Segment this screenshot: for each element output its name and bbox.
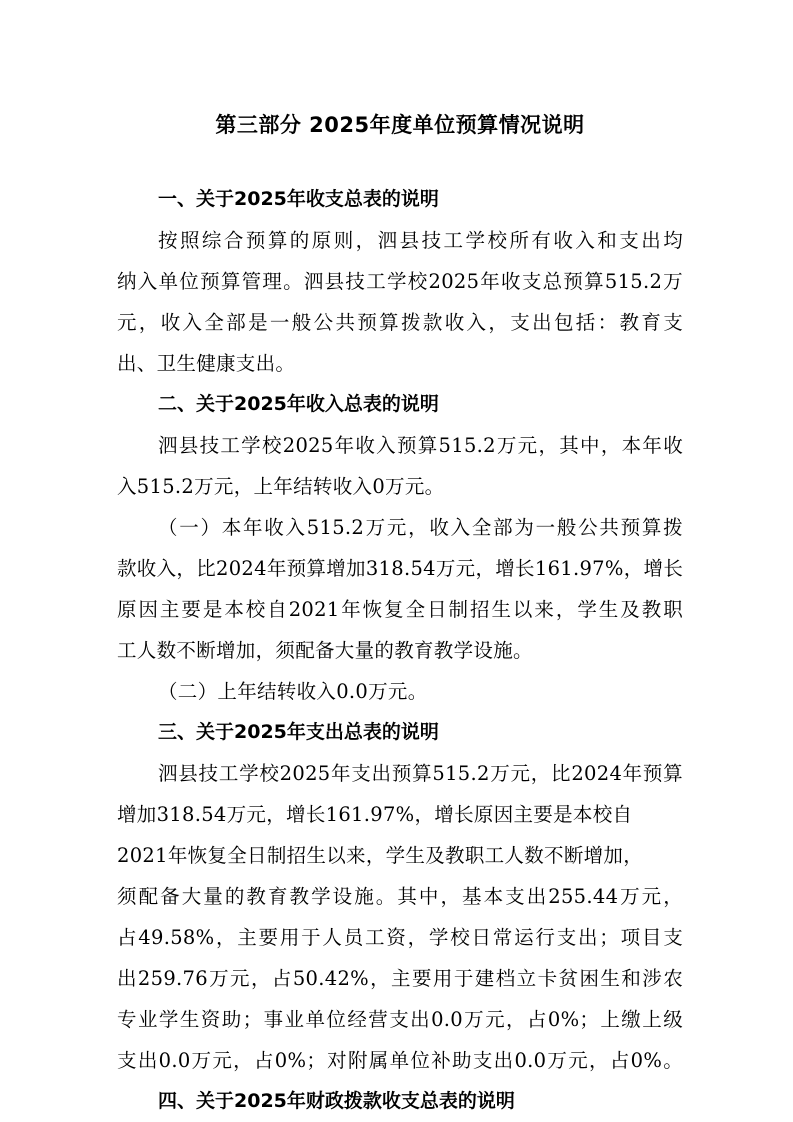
paragraph-line: 原因主要是本校自2021年恢复全日制招生以来，学生及教职 xyxy=(117,598,683,621)
paragraph-line: 出259.76万元，占50.42%，主要用于建档立卡贫困生和涉农 xyxy=(117,967,683,990)
paragraph-2-2 xyxy=(117,507,683,671)
paragraph-line: 按照综合预算的原则，泗县技工学校所有收入和支出均 xyxy=(158,229,683,252)
paragraph-line: 占49.58%，主要用于人员工资，学校日常运行支出；项目支 xyxy=(117,926,683,949)
paragraph-line: 支出0.0万元，占0%；对附属单位补助支出0.0万元，占0%。 xyxy=(117,1049,683,1072)
paragraph-line: 款收入，比2024年预算增加318.54万元，增长161.97%，增长 xyxy=(117,557,684,580)
paragraph-line: （一）本年收入515.2万元，收入全部为一般公共预算拨 xyxy=(158,516,683,539)
paragraph-2-1 xyxy=(117,425,683,507)
section-heading-2: 二、关于2025年收入总表的说明 xyxy=(158,393,439,415)
section-heading-4: 四、关于2025年财政拨款收支总表的说明 xyxy=(158,1090,515,1112)
paragraph-line: 增加318.54万元，增长161.97%，增长原因主要是本校自 xyxy=(117,803,633,826)
paragraph-line: 纳入单位预算管理。泗县技工学校2025年收支总预算515.2万 xyxy=(117,270,683,293)
section-heading-1: 一、关于2025年收支总表的说明 xyxy=(158,188,439,210)
paragraph-line: 工人数不断增加，须配备大量的教育教学设施。 xyxy=(117,639,533,662)
page-title: 第三部分 2025年度单位预算情况说明 xyxy=(215,113,585,137)
paragraph-line: 专业学生资助；事业单位经营支出0.0万元，占0%；上缴上级 xyxy=(117,1008,683,1031)
paragraph-line: 入515.2万元，上年结转收入0万元。 xyxy=(117,475,445,498)
paragraph-3-1 xyxy=(117,753,683,1081)
paragraph-line: （二）上年结转收入0.0万元。 xyxy=(158,680,428,703)
paragraph-line: 须配备大量的教育教学设施。其中，基本支出255.44万元， xyxy=(117,885,683,908)
paragraph-line: 元，收入全部是一般公共预算拨款收入，支出包括：教育支 xyxy=(117,311,683,334)
paragraph-line: 出、卫生健康支出。 xyxy=(117,352,296,375)
paragraph-2-3 xyxy=(117,671,683,712)
paragraph-1-1 xyxy=(117,220,683,384)
paragraph-line: 泗县技工学校2025年收入预算515.2万元，其中，本年收 xyxy=(158,434,683,457)
paragraph-line: 泗县技工学校2025年支出预算515.2万元，比2024年预算 xyxy=(158,762,683,785)
section-heading-3: 三、关于2025年支出总表的说明 xyxy=(158,721,439,743)
document-body xyxy=(117,179,683,1122)
paragraph-line: 2021年恢复全日制招生以来，学生及教职工人数不断增加， xyxy=(117,844,644,867)
